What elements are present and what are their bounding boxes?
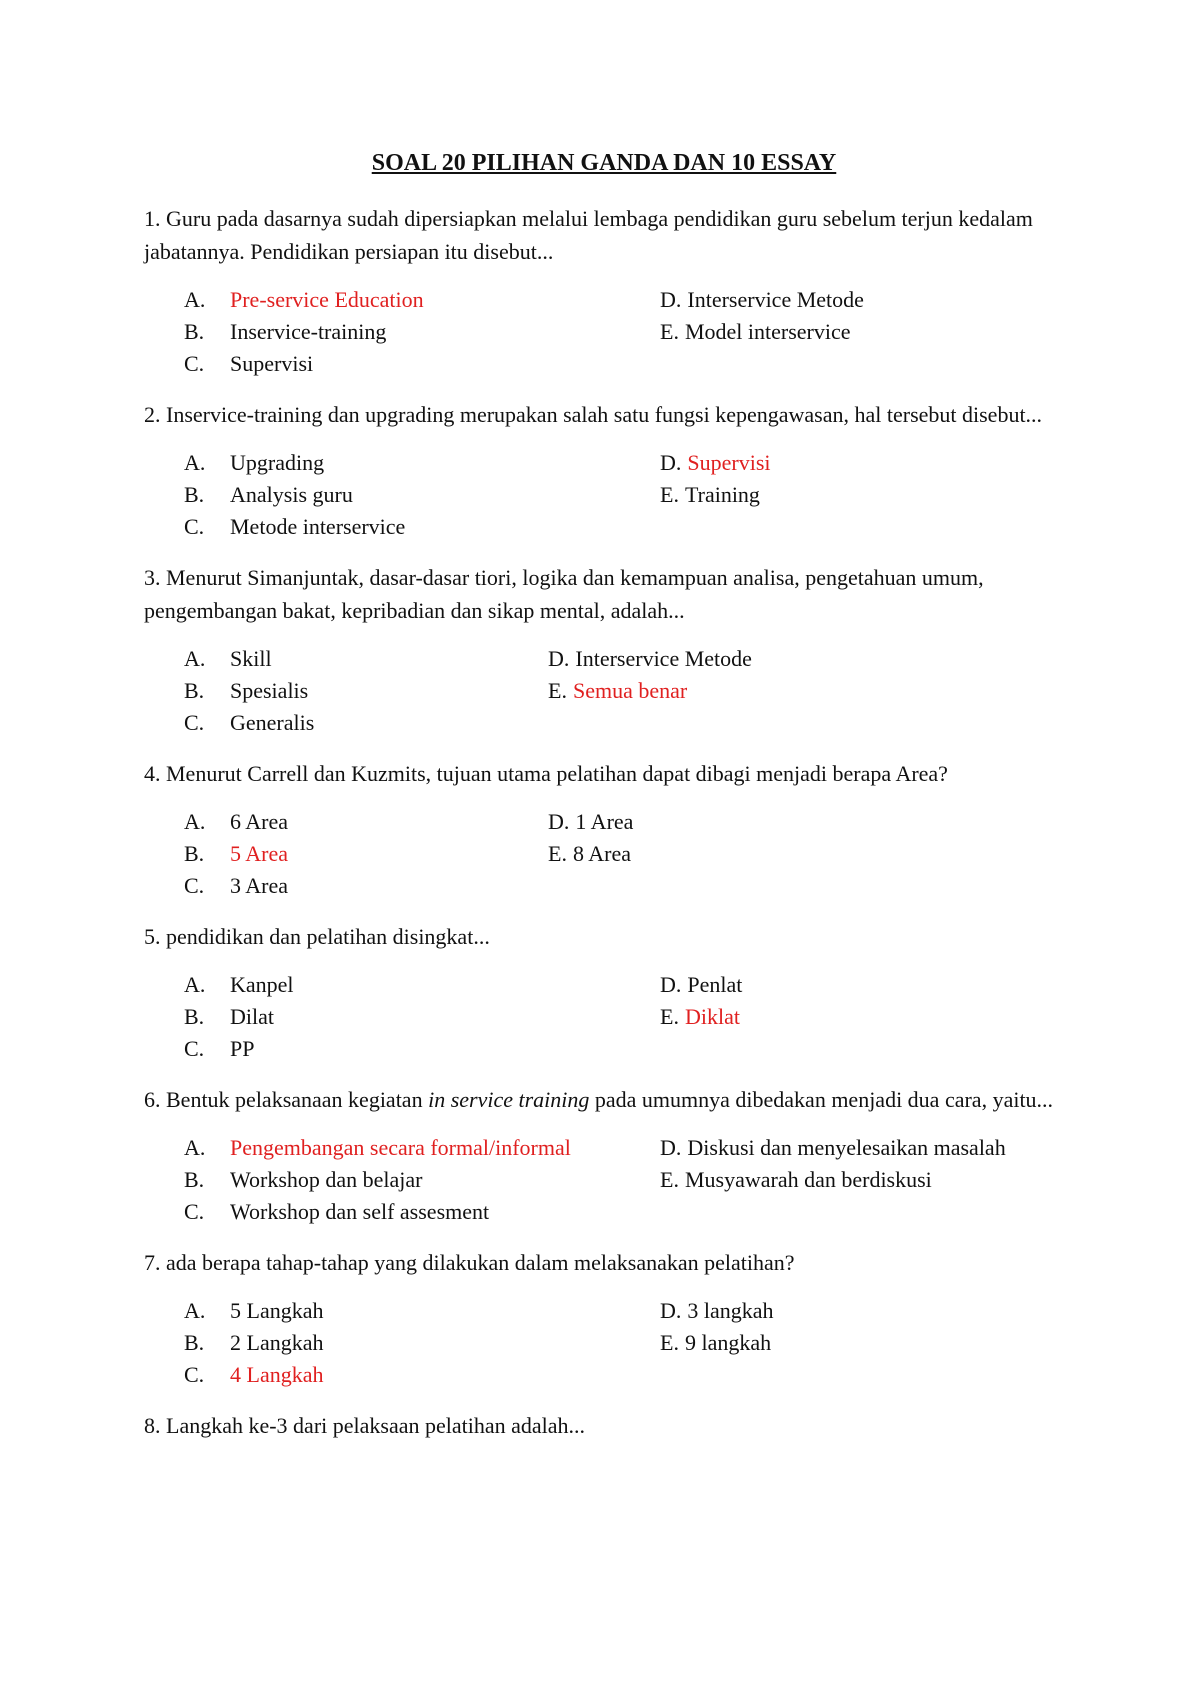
question-6 xyxy=(144,1083,1064,1228)
option-e: E. Semua benar xyxy=(548,678,688,703)
option-c: C. Generalis xyxy=(184,710,315,735)
option-d: D. Diskusi dan menyelesaikan masalah xyxy=(660,1135,1006,1160)
option-d: D. 1 Area xyxy=(548,809,634,834)
option-d: D. 3 langkah xyxy=(660,1298,774,1323)
option-b: B. Dilat xyxy=(184,1004,274,1029)
question-7 xyxy=(144,1246,1064,1391)
option-b: B. 2 Langkah xyxy=(184,1330,324,1355)
question-4 xyxy=(144,757,1064,902)
option-a: A. Upgrading xyxy=(184,450,325,475)
option-d: D. Supervisi xyxy=(660,450,771,475)
option-b: B. Inservice-training xyxy=(184,319,387,344)
question-text: 1. Guru pada dasarnya sudah dipersiapkan melalui lembaga pendidikan guru sebelum terjun kedalam jabatannya. Pendidikan persiapan itu disebut... xyxy=(144,206,1033,264)
option-a: A. 6 Area xyxy=(184,809,289,834)
option-d: D. Interservice Metode xyxy=(548,646,752,671)
options-grid xyxy=(144,643,1064,739)
options-grid xyxy=(144,969,1064,1065)
document-page xyxy=(144,148,1064,1460)
question-8 xyxy=(144,1409,1064,1442)
option-c: C. Supervisi xyxy=(184,351,314,376)
option-d: D. Penlat xyxy=(660,972,743,997)
options-grid xyxy=(144,284,1064,380)
option-c: C. 4 Langkah xyxy=(184,1362,324,1387)
option-e: E. Training xyxy=(660,482,760,507)
question-text: 3. Menurut Simanjuntak, dasar-dasar tiori, logika dan kemampuan analisa, pengetahuan umum, pengembangan bakat, kepribadian dan sikap mental, adalah... xyxy=(144,565,984,623)
option-d: D. Interservice Metode xyxy=(660,287,864,312)
options-grid xyxy=(144,806,1064,902)
option-b: B. Workshop dan belajar xyxy=(184,1167,423,1192)
option-a: A. Pre-service Education xyxy=(184,287,424,312)
option-a: A. 5 Langkah xyxy=(184,1298,324,1323)
option-e: E. Musyawarah dan berdiskusi xyxy=(660,1167,932,1192)
options-grid xyxy=(144,1132,1064,1228)
option-e: E. Model interservice xyxy=(660,319,851,344)
question-text: 4. Menurut Carrell dan Kuzmits, tujuan utama pelatihan dapat dibagi menjadi berapa Area? xyxy=(144,761,948,786)
options-grid xyxy=(144,1295,1064,1391)
options-grid xyxy=(144,447,1064,543)
question-2 xyxy=(144,398,1064,543)
option-c: C. Metode interservice xyxy=(184,514,406,539)
question-text: 6. Bentuk pelaksanaan kegiatan in service training pada umumnya dibedakan menjadi dua cara, yaitu... xyxy=(144,1087,1054,1112)
question-5 xyxy=(144,920,1064,1065)
option-a: A. Kanpel xyxy=(184,972,294,997)
question-text: 7. ada berapa tahap-tahap yang dilakukan dalam melaksanakan pelatihan? xyxy=(144,1250,795,1275)
option-c: C. Workshop dan self assesment xyxy=(184,1199,490,1224)
option-c: C. PP xyxy=(184,1036,255,1061)
option-a: A. Pengembangan secara formal/informal xyxy=(184,1135,571,1160)
option-b: B. Spesialis xyxy=(184,678,309,703)
option-e: E. 8 Area xyxy=(548,841,631,866)
document-title: SOAL 20 PILIHAN GANDA DAN 10 ESSAY xyxy=(371,150,837,176)
option-b: B. 5 Area xyxy=(184,841,289,866)
option-a: A. Skill xyxy=(184,646,272,671)
option-c: C. 3 Area xyxy=(184,873,289,898)
option-e: E. 9 langkah xyxy=(660,1330,772,1355)
question-1 xyxy=(144,202,1064,380)
option-e: E. Diklat xyxy=(660,1004,740,1029)
option-b: B. Analysis guru xyxy=(184,482,353,507)
question-3 xyxy=(144,561,1064,739)
question-text: 5. pendidikan dan pelatihan disingkat... xyxy=(144,924,490,949)
question-text: 2. Inservice-training dan upgrading merupakan salah satu fungsi kepengawasan, hal tersebut disebut... xyxy=(144,402,1043,427)
question-text: 8. Langkah ke-3 dari pelaksaan pelatihan adalah... xyxy=(144,1413,586,1438)
